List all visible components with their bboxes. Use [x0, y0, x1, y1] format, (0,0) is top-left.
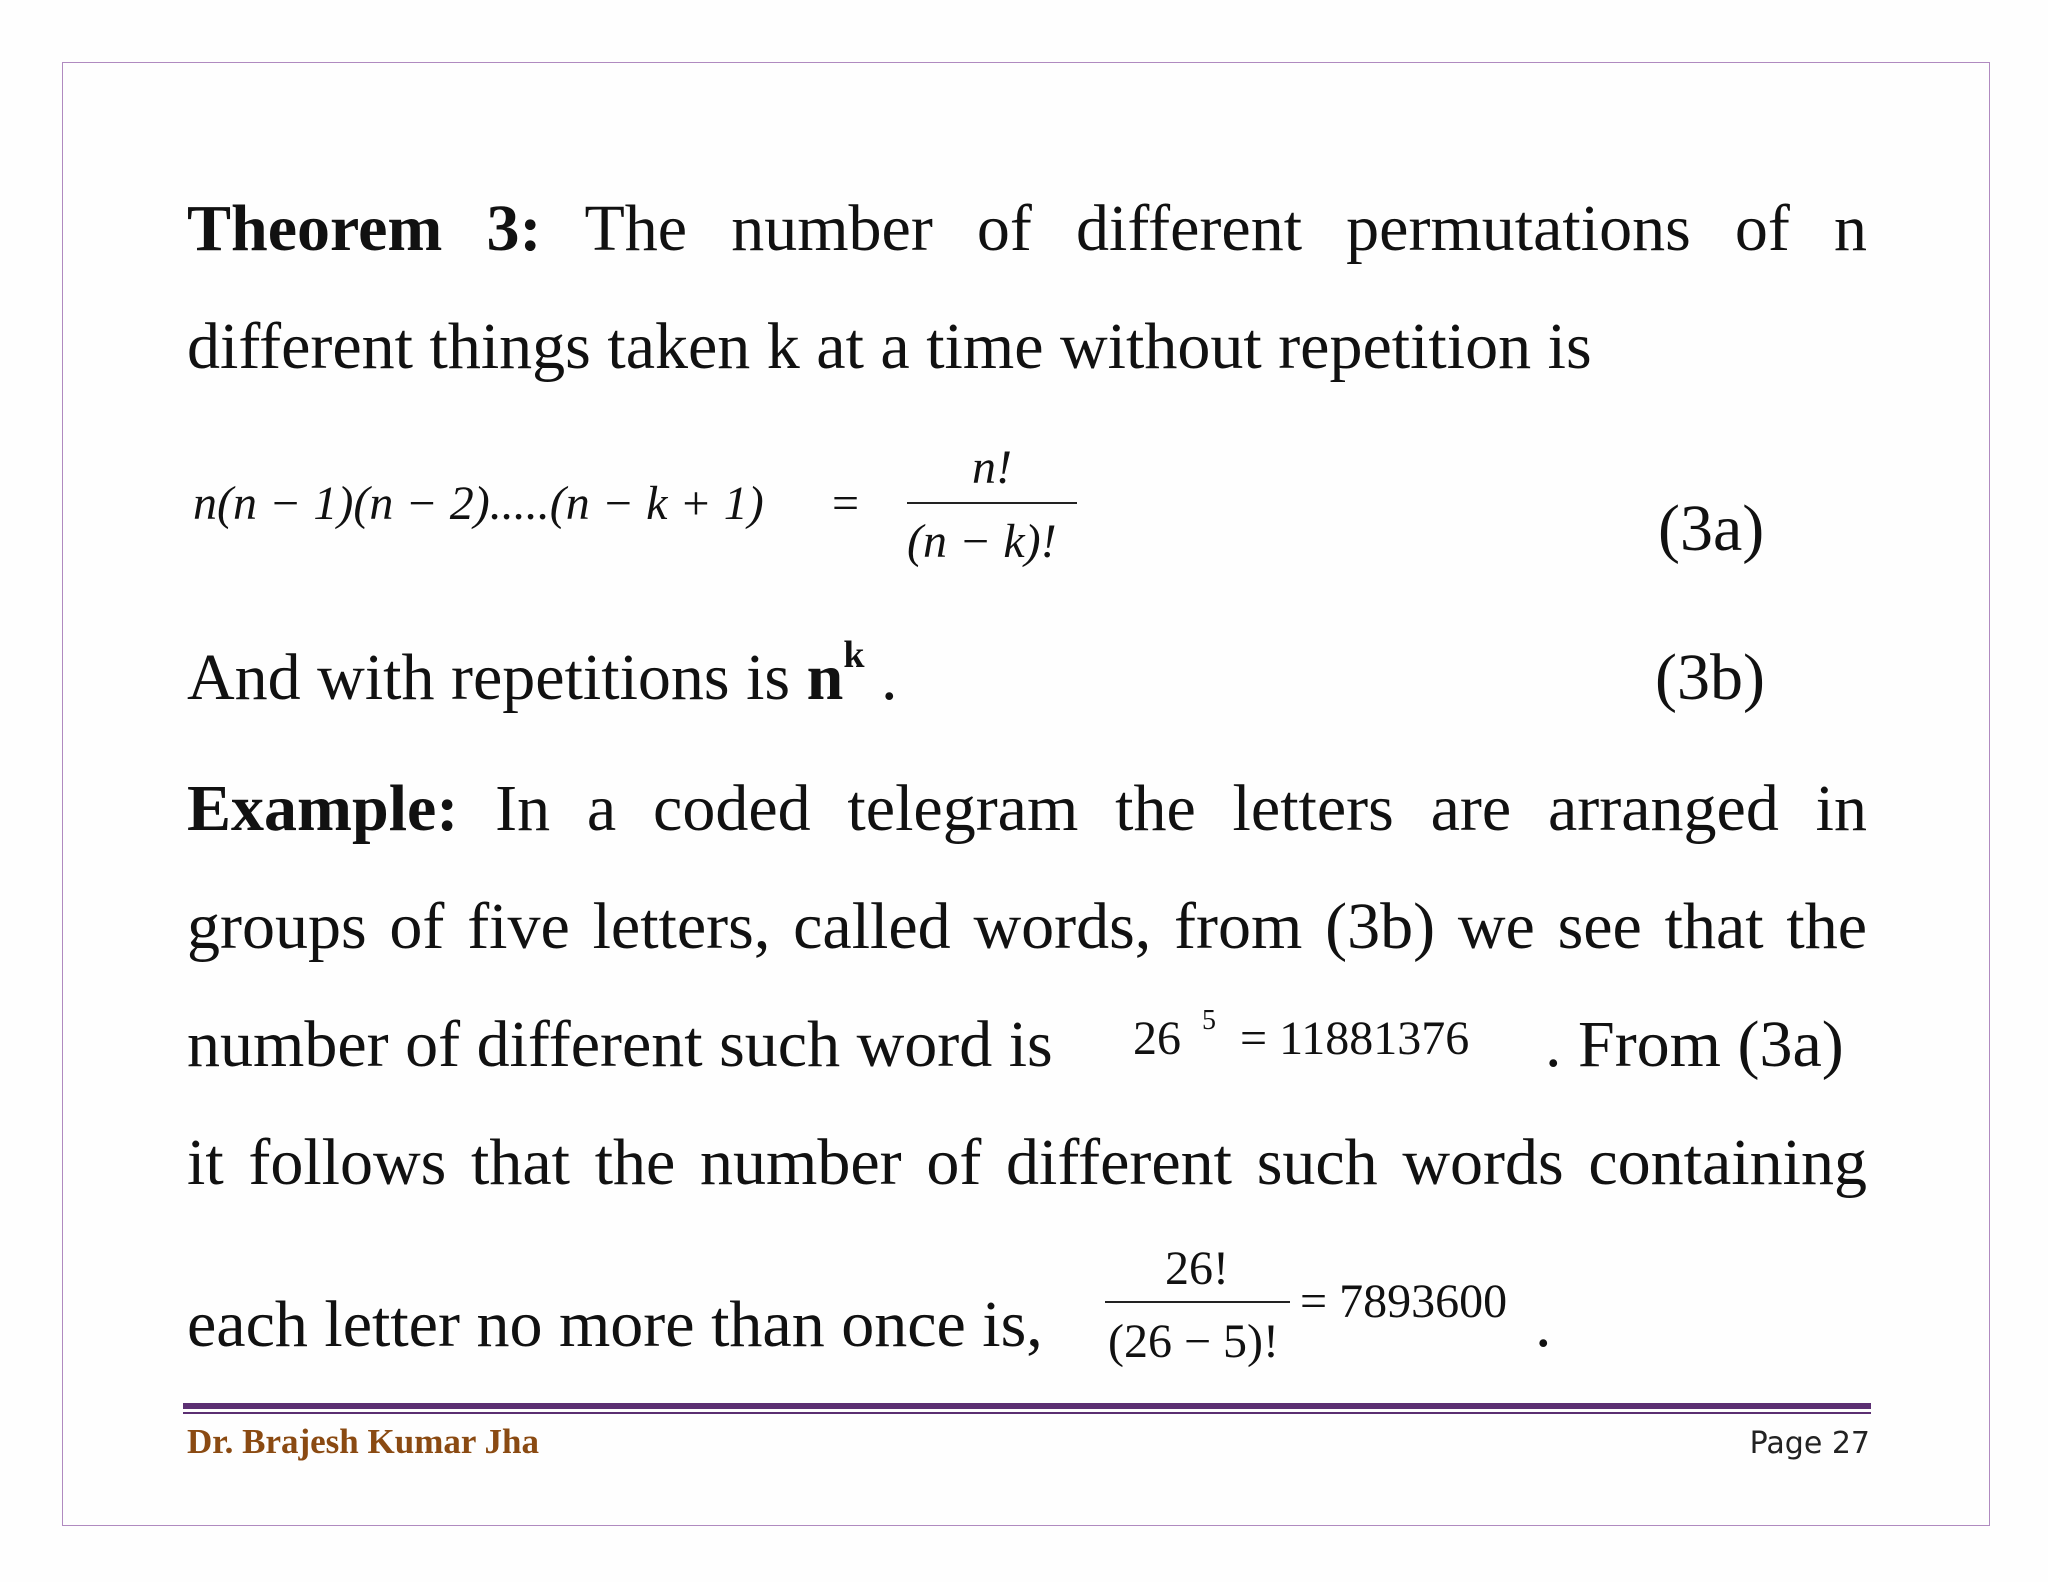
formula-3a-fraction-bar [907, 502, 1077, 504]
theorem-text-1: The number of different permutations of n [584, 192, 1868, 265]
formula-3a-denominator: (n − k)! [907, 515, 1057, 568]
example-line-3-start: number of different such word is [187, 1008, 1053, 1081]
example-line-4: it follows that the number of different such words containing [187, 1126, 1867, 1199]
footer-page-number: Page 27 [1749, 1426, 1870, 1461]
example-math-exponent: 5 [1202, 1005, 1216, 1036]
example-math-base: 26 [1133, 1012, 1181, 1065]
example-fraction-bar [1105, 1301, 1290, 1303]
formula-3b-period: . [880, 641, 898, 714]
formula-3b-tag: (3b) [1655, 641, 1765, 714]
example-fraction-denominator: (26 − 5)! [1108, 1315, 1280, 1368]
footer-author: Dr. Brajesh Kumar Jha [187, 1422, 539, 1461]
example-line-2: groups of five letters, called words, from (3b) we see that the [187, 890, 1867, 963]
theorem-line-2: different things taken k at a time without repetition is [187, 310, 1592, 383]
formula-3b-base: n [806, 641, 844, 714]
example-text-1: In a coded telegram the letters are arranged in [495, 772, 1867, 845]
example-fraction-rhs: = 7893600 [1300, 1275, 1508, 1328]
formula-3a-equals: = [832, 477, 860, 530]
formula-3a-lhs: n(n − 1)(n − 2).....(n − k + 1) [193, 477, 764, 530]
theorem-line-1 [187, 192, 1868, 265]
example-fraction-numerator: 26! [1165, 1242, 1229, 1295]
formula-3a-tag: (3a) [1658, 492, 1765, 565]
formula-3a-numerator: n! [972, 441, 1012, 494]
footer-rule-thin [183, 1412, 1871, 1414]
example-line-1 [187, 772, 1867, 845]
example-math-rhs: = 11881376 [1240, 1012, 1470, 1065]
example-line-5: each letter no more than once is, [187, 1288, 1043, 1361]
example-label: Example: [187, 772, 459, 845]
formula-3b-line [187, 634, 898, 714]
theorem-label: Theorem 3: [187, 192, 542, 265]
example-line-3-end: . From (3a) [1545, 1008, 1844, 1081]
example-final-period: . [1535, 1288, 1552, 1361]
formula-3b-text: And with repetitions is [187, 641, 791, 714]
formula-3b-exponent: k [843, 634, 865, 676]
footer-rule-thick [183, 1403, 1871, 1409]
